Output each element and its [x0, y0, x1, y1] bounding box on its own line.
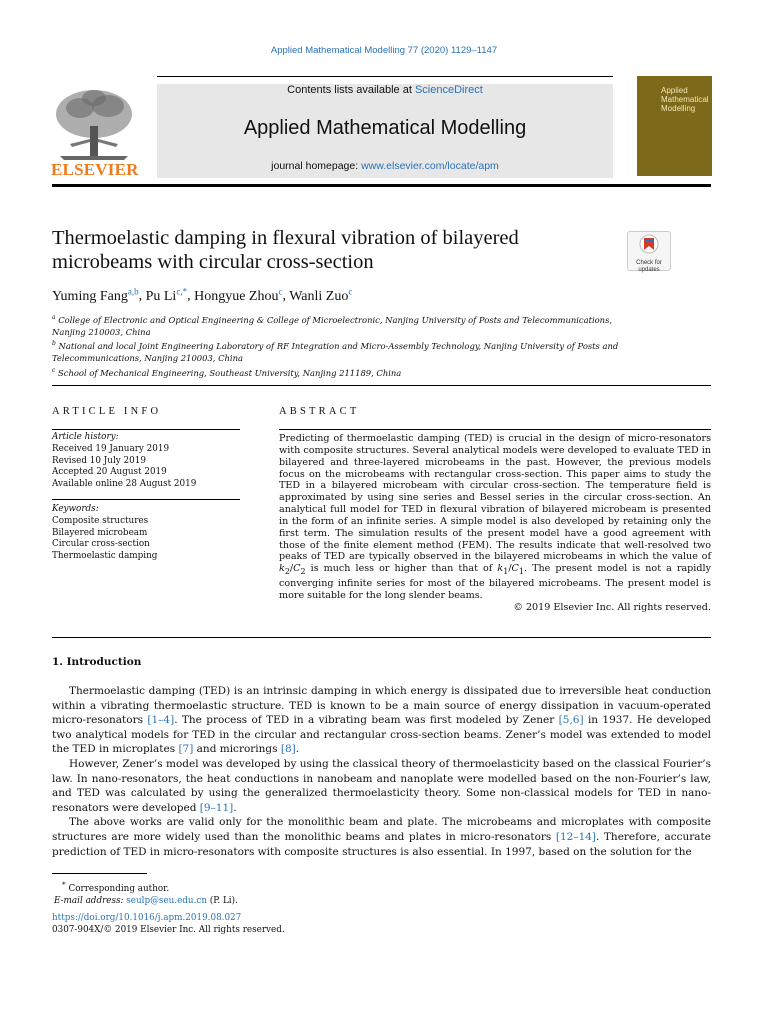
- citation-link[interactable]: [12–14]: [555, 830, 597, 843]
- contents-prefix: Contents lists available at: [287, 84, 415, 96]
- title-line: microbeams with circular cross-section: [52, 251, 374, 273]
- keyword: Composite structures: [52, 515, 149, 526]
- keyword: Bilayered microbeam: [52, 527, 148, 538]
- paragraph-text: The above works are valid only for the monolithic beam and plate. The microbeams and microplates with composite structures are more widely used than the monolithic beams and plates in micro-resonators: [52, 816, 711, 843]
- header-bottom-rule: [52, 184, 711, 187]
- paragraph-text: .: [295, 743, 300, 756]
- paragraph-text: . Therefore, accurate prediction of TED in micro-resonators with composite structures is also essential. In 1997, based on the solution for the: [52, 830, 711, 858]
- affiliation: $^c$ School of Mechanical Engineering, Southeast University, Nanjing 211189, China: [52, 366, 402, 378]
- cover-title: [661, 86, 709, 113]
- keywords: [52, 504, 240, 563]
- doi-link[interactable]: https://doi.org/10.1016/j.apm.2019.08.027: [52, 912, 242, 923]
- bookmark-icon: [628, 232, 670, 256]
- footnote-rule: [52, 873, 147, 874]
- email-note: E-mail address: seulp@seu.edu.cn (P. Li).: [54, 896, 238, 907]
- cover-line: Modelling: [661, 104, 696, 113]
- citation-link[interactable]: [8]: [280, 743, 296, 756]
- keyword: Circular cross-section: [52, 539, 150, 550]
- journal-citation[interactable]: Applied Mathematical Modelling 77 (2020) 1129–1147: [270, 45, 498, 56]
- author-list: Yuming Fang$^{a,b}$, Pu $Li^{c,*}$, Hongyue Zhou$^c$, Wanli Zuo$^c$: [52, 286, 353, 304]
- paragraph-text: . The process of TED in a vibrating beam was first modeled by Zener: [174, 714, 559, 727]
- citation-link[interactable]: [5,6]: [558, 714, 584, 727]
- journal-title: Applied Mathematical Modelling: [243, 117, 527, 139]
- journal-homepage: [157, 160, 613, 172]
- section-divider: [52, 385, 711, 386]
- author[interactable]: Yuming Fang$^{a,b}$: [52, 286, 139, 304]
- paragraph: [52, 757, 711, 815]
- article-title: [52, 226, 612, 274]
- article-history: [52, 432, 240, 491]
- paragraph-text: and microrings: [193, 743, 281, 756]
- paragraph-text: in 1937. He developed two analytical models for TED in the circular and rectangular cross-section beams. Zener’s model was extended to model the TED in microplates: [52, 714, 712, 756]
- elsevier-wordmark: ELSEVIER: [51, 160, 139, 179]
- homepage-link[interactable]: www.elsevier.com/locate/apm: [361, 160, 499, 172]
- article-info-rule: [52, 429, 240, 430]
- keywords-label: Keywords:: [52, 504, 99, 514]
- history-item: Revised 10 July 2019: [52, 455, 146, 466]
- history-item: Accepted 20 August 2019: [52, 467, 167, 478]
- citation-link[interactable]: [9–11]: [199, 801, 234, 814]
- introduction-body: [52, 684, 711, 859]
- footnotes: [52, 879, 452, 937]
- check-updates-line: updates: [638, 266, 660, 273]
- history-item: Received 19 January 2019: [52, 443, 170, 454]
- abstract-heading: ABSTRACT: [279, 406, 360, 417]
- history-item: Available online 28 August 2019: [52, 479, 197, 490]
- abstract-rule: [279, 429, 711, 430]
- citation-link[interactable]: [1–4]: [147, 714, 175, 727]
- journal-cover-thumbnail[interactable]: [637, 76, 712, 176]
- check-updates-line: Check for: [636, 260, 662, 266]
- affiliations: [52, 312, 622, 379]
- homepage-prefix: journal homepage:: [271, 160, 362, 172]
- author[interactable]: Wanli Zuo$^c$: [289, 286, 353, 304]
- issn-line: 0307-904X/© 2019 Elsevier Inc. All rights reserved.: [52, 925, 285, 936]
- title-line: Thermoelastic damping in flexural vibration of bilayered: [52, 227, 519, 249]
- paragraph-text: However, Zener’s model was developed by using the classical theory of thermoelasticity based on the classical Fourier’s law. In nano-resonators, the heat conductions in nanobeam and nanoplate were modelled based on the non-Fourier’s law, and TED was calculated by using the generalized thermoelasticity theory. Some non-classical models for TED in nano-resonators were developed: [52, 757, 711, 814]
- header-top-rule: [157, 76, 613, 77]
- abstract-copyright: © 2019 Elsevier Inc. All rights reserved.: [513, 601, 711, 613]
- affiliation: $^a$ College of Electronic and Optical Engineering & College of Microelectronic, Nanjing University of Posts and Telecommunications, Nanjing 210003, China: [52, 314, 613, 337]
- history-label: Article history:: [52, 432, 119, 442]
- keywords-rule: [52, 499, 240, 500]
- section-heading-introduction: 1. Introduction: [52, 656, 142, 668]
- sciencedirect-link[interactable]: ScienceDirect: [414, 84, 483, 96]
- email-link[interactable]: seulp@seu.edu.cn: [126, 896, 207, 907]
- paragraph-text: .: [233, 801, 237, 814]
- section-divider: [52, 637, 711, 638]
- citation-link[interactable]: [7]: [178, 743, 194, 756]
- contents-line: [157, 84, 613, 96]
- check-for-updates-button[interactable]: [627, 231, 671, 271]
- paragraph-text: Thermoelastic damping (TED) is an intrinsic damping in which energy is dissipated due to irreversible heat conduction within a vibrating thermoelastic structure. TED is known to be a main source of energy dissipation in vacuum-operated micro-resonators: [52, 685, 711, 727]
- paragraph: [52, 684, 711, 757]
- author[interactable]: Hongyue Zhou$^c$: [194, 286, 283, 304]
- abstract-text: [279, 433, 711, 614]
- cover-line: Mathematical: [661, 95, 709, 104]
- abstract-paragraph: Predicting of thermoelastic damping (TED) is crucial in the design of micro-resonators with composite structures. Several analytical models were developed to evaluate TED in bilayered and three-layered microbeams in the past. However, the previous models focus on the microbeams with rectangular cross-section. This paper aims to study the TED in a bilayered microbeam with circular cross-section. The temperature field is approximated by using sine series and Bessel series in the circular cross-section. An analytical full model for TED in flexural vibration of bilayered microbeam is presented in the form of an infinite series. A simple model is also developed by retaining only the first term. The simulation results of the present model have a good agreement with those of the finite element method (FEM). The results indicate that well-resolved two peaks of TED are typically observed in the bilayered microbeams in which the value of $k_2/C_2$ is much less or higher than that of $k_1/C_1$. The present model is not a rapidly converging infinite series for most of the bilayered microbeams. The present model is more suitable for the long slender beams.: [279, 433, 712, 601]
- article-info-heading: ARTICLE INFO: [52, 406, 162, 417]
- keyword: Thermoelastic damping: [52, 551, 158, 562]
- cover-line: Applied: [661, 86, 688, 95]
- paragraph: [52, 815, 711, 859]
- affiliation: $^b$ National and local Joint Engineering Laboratory of RF Integration and Micro-Assembly Technology, Nanjing University of Posts and Telecommunications, Nanjing 210003, China: [52, 340, 619, 363]
- corresponding-note: * Corresponding author.: [62, 880, 170, 894]
- author[interactable]: Pu $Li^{c,*}$: [145, 286, 188, 304]
